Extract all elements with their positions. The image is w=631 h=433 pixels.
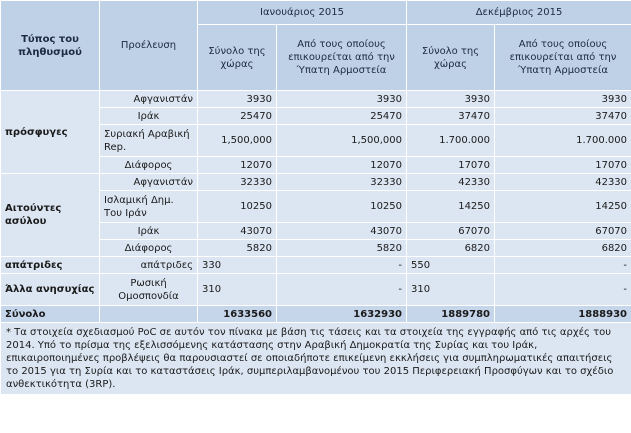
- value-cell: 43070: [198, 223, 277, 240]
- origin-cell: Ιράκ: [100, 108, 198, 125]
- value-cell: 25470: [277, 108, 407, 125]
- value-cell: 1.700.000: [495, 125, 631, 157]
- header-origin: Προέλευση: [100, 1, 198, 91]
- origin-cell: Συριακή Αραβική Rep.: [100, 125, 198, 157]
- value-cell: -: [277, 257, 407, 274]
- value-cell: 3930: [495, 91, 631, 108]
- value-cell: 1,500,000: [198, 125, 277, 157]
- origin-cell: Διάφορος: [100, 157, 198, 174]
- value-cell: 1,500,000: [277, 125, 407, 157]
- header-january-2015: Ιανουάριος 2015: [198, 1, 407, 25]
- header-december-2015: Δεκέμβριος 2015: [407, 1, 631, 25]
- value-cell: 3930: [407, 91, 495, 108]
- value-cell: 17070: [407, 157, 495, 174]
- value-cell: 12070: [277, 157, 407, 174]
- value-cell: 67070: [407, 223, 495, 240]
- value-cell: 6820: [407, 240, 495, 257]
- value-cell: 43070: [277, 223, 407, 240]
- total-jan-country: 1633560: [198, 306, 277, 323]
- value-cell: 17070: [495, 157, 631, 174]
- value-cell: 3930: [277, 91, 407, 108]
- value-cell: 42330: [407, 174, 495, 191]
- value-cell: 37470: [495, 108, 631, 125]
- value-cell: -: [277, 274, 407, 306]
- value-cell: 32330: [277, 174, 407, 191]
- origin-cell: Ισλαμική Δημ. Του Ιράν: [100, 191, 198, 223]
- group-other-of-concern: Άλλα ανησυχίας: [1, 274, 100, 306]
- total-jan-unhcr: 1632930: [277, 306, 407, 323]
- origin-cell: Διάφορος: [100, 240, 198, 257]
- value-cell: 25470: [198, 108, 277, 125]
- value-cell: 6820: [495, 240, 631, 257]
- value-cell: 42330: [495, 174, 631, 191]
- total-dec-unhcr: 1888930: [495, 306, 631, 323]
- group-refugees: πρόσφυγες: [1, 91, 100, 174]
- value-cell: 14250: [495, 191, 631, 223]
- value-cell: 14250: [407, 191, 495, 223]
- value-cell: 12070: [198, 157, 277, 174]
- header-dec-country-total: Σύνολο της χώρας: [407, 25, 495, 91]
- value-cell: 10250: [277, 191, 407, 223]
- total-dec-country: 1889780: [407, 306, 495, 323]
- header-dec-unhcr-assisted: Από τους οποίους επικουρείται από την Ύπατη Αρμοστεία: [495, 25, 631, 91]
- group-asylum-seekers: Αιτούντες ασύλου: [1, 174, 100, 257]
- total-label: Σύνολο: [1, 306, 100, 323]
- header-jan-country-total: Σύνολο της χώρας: [198, 25, 277, 91]
- table-row: [1, 274, 631, 306]
- value-cell: -: [495, 274, 631, 306]
- origin-cell: Αφγανιστάν: [100, 174, 198, 191]
- header-jan-unhcr-assisted: Από τους οποίους επικουρείται από την Ύπατη Αρμοστεία: [277, 25, 407, 91]
- origin-cell: Ιράκ: [100, 223, 198, 240]
- header-population-type: Τύπος του πληθυσμού: [1, 1, 100, 91]
- group-stateless: απάτριδες: [1, 257, 100, 274]
- value-cell: 330: [198, 257, 277, 274]
- value-cell: 5820: [198, 240, 277, 257]
- value-cell: 1.700.000: [407, 125, 495, 157]
- footnote: * Τα στοιχεία σχεδιασμού PoC σε αυτόν τον πίνακα με βάση τις τάσεις και τα στοιχεία της εγγραφής από τις αρχές του 2014. Υπό το πρίσμα της εξελισσόμενης κατάστασης στην Αραβική Δημοκρατία της Συρίας και του Ιράκ, επικαιροποιημένες προβλέψεις θα παρουσιαστεί σε οποιαδήποτε επικείμενη εκκλήσεις για συμπληρωματικές απαιτήσεις το 2015 για τη Συρία και το καταστάσεις Ιράκ, συμπεριλαμβανομένου του 2015 Περιφερειακή Προσφύγων και το σχέδιο ανθεκτικότητα (3RP).: [1, 323, 631, 395]
- value-cell: 5820: [277, 240, 407, 257]
- value-cell: 67070: [495, 223, 631, 240]
- value-cell: 10250: [198, 191, 277, 223]
- total-origin-empty: [100, 306, 198, 323]
- origin-cell: Αφγανιστάν: [100, 91, 198, 108]
- origin-cell: Ρωσική Ομοσπονδία: [100, 274, 198, 306]
- value-cell: 32330: [198, 174, 277, 191]
- footnote-row: [1, 323, 631, 395]
- origin-cell: απάτριδες: [100, 257, 198, 274]
- value-cell: -: [495, 257, 631, 274]
- total-row: [1, 306, 631, 323]
- value-cell: 37470: [407, 108, 495, 125]
- table-row: [1, 91, 631, 108]
- value-cell: 550: [407, 257, 495, 274]
- table-row: [1, 257, 631, 274]
- value-cell: 3930: [198, 91, 277, 108]
- table-row: [1, 174, 631, 191]
- value-cell: 310: [198, 274, 277, 306]
- value-cell: 310: [407, 274, 495, 306]
